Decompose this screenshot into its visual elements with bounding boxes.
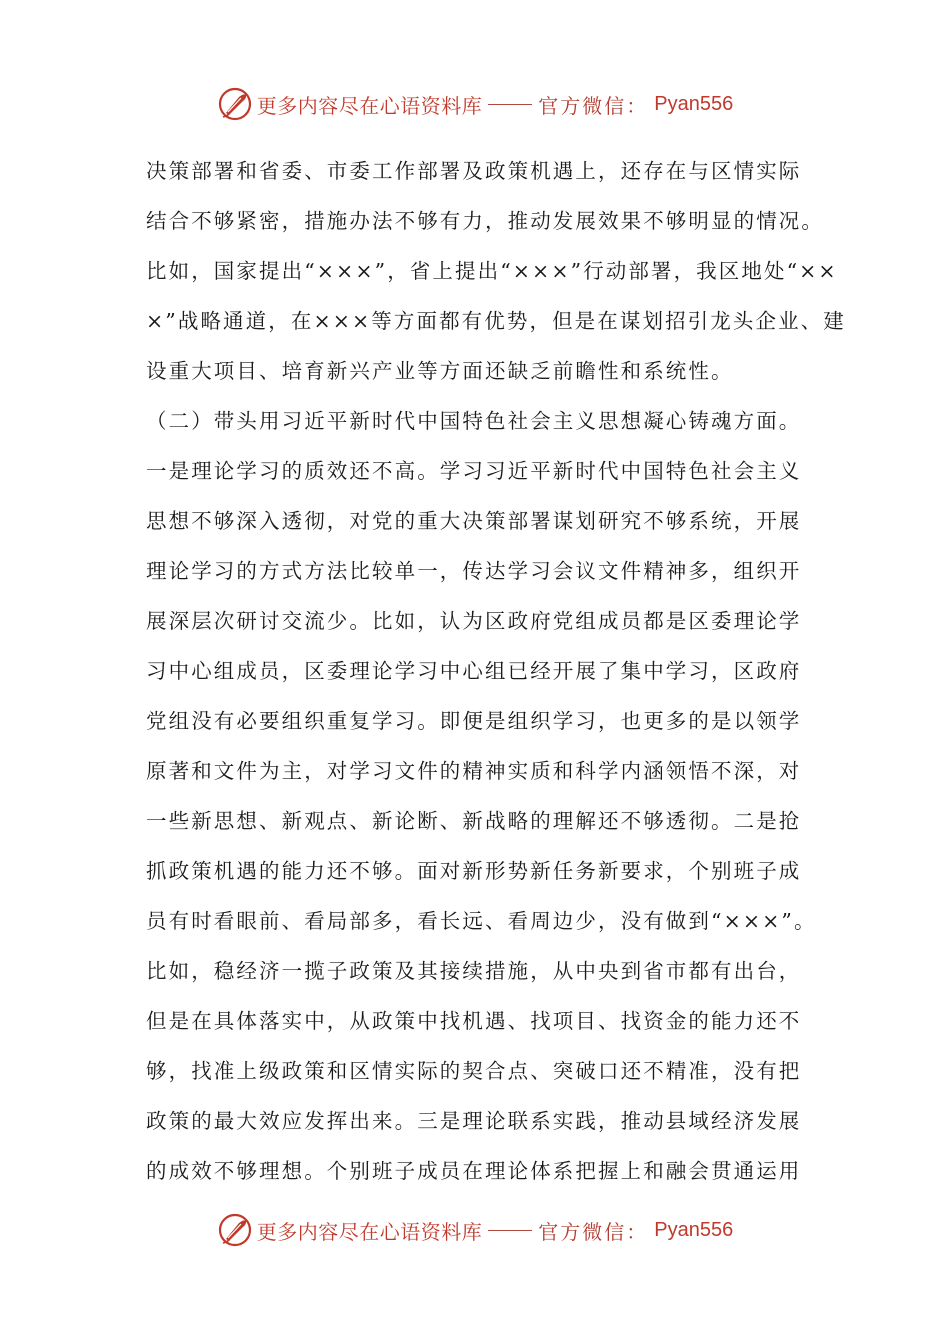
header-banner xyxy=(0,82,950,126)
banner-dash xyxy=(488,104,532,105)
text-line: 习中心组成员，区委理论学习中心组已经开展了集中学习，区政府 xyxy=(146,659,802,683)
text-line: 一些新思想、新观点、新论断、新战略的理解还不够透彻。二是抢 xyxy=(146,809,802,833)
banner-wechat-label: 官方微信： xyxy=(538,1219,649,1244)
text-line: 设重大项目、培育新兴产业等方面还缺乏前瞻性和系统性。 xyxy=(146,359,734,383)
text-line: 但是在具体落实中，从政策中找机遇、找项目、找资金的能力还不 xyxy=(146,1009,802,1033)
text-line: 一是理论学习的质效还不高。学习习近平新时代中国特色社会主义 xyxy=(146,459,802,483)
banner-wechat-handle: Pyan556 xyxy=(654,1218,734,1241)
text-line: 党组没有必要组织重复学习。即便是组织学习，也更多的是以领学 xyxy=(146,709,802,733)
banner-brand-text: 更多内容尽在心语资料库 xyxy=(256,1219,483,1244)
footer-banner xyxy=(0,1208,950,1252)
text-line: 员有时看眼前、看局部多，看长远、看周边少，没有做到“×××”。 xyxy=(146,909,817,933)
quill-pen-logo-icon xyxy=(217,1212,253,1248)
text-line: 抓政策机遇的能力还不够。面对新形势新任务新要求，个别班子成 xyxy=(146,859,802,883)
banner-dash xyxy=(488,1230,532,1231)
text-line: 理论学习的方式方法比较单一，传达学习会议文件精神多，组织开 xyxy=(146,559,802,583)
text-line: 够，找准上级政策和区情实际的契合点、突破口还不精准，没有把 xyxy=(146,1059,802,1083)
text-line: 的成效不够理想。个别班子成员在理论体系把握上和融会贯通运用 xyxy=(146,1159,802,1183)
text-line: ×”战略通道，在×××等方面都有优势，但是在谋划招引龙头企业、建 xyxy=(146,309,846,333)
quill-pen-logo-icon xyxy=(217,86,253,122)
text-line: 原著和文件为主，对学习文件的精神实质和科学内涵领悟不深，对 xyxy=(146,759,802,783)
banner-wechat-label: 官方微信： xyxy=(538,93,649,118)
text-line: 比如，稳经济一揽子政策及其接续措施，从中央到省市都有出台， xyxy=(146,959,802,983)
text-line: 政策的最大效应发挥出来。三是理论联系实践，推动县域经济发展 xyxy=(146,1109,802,1133)
section-heading: （二）带头用习近平新时代中国特色社会主义思想凝心铸魂方面。 xyxy=(146,409,802,433)
text-line: 比如，国家提出“×××”，省上提出“×××”行动部署，我区地处“×× xyxy=(146,259,838,283)
text-line: 决策部署和省委、市委工作部署及政策机遇上，还存在与区情实际 xyxy=(146,159,802,183)
banner-wechat-handle: Pyan556 xyxy=(654,92,734,115)
text-line: 展深层次研讨交流少。比如，认为区政府党组成员都是区委理论学 xyxy=(146,609,802,633)
banner-brand-text: 更多内容尽在心语资料库 xyxy=(256,93,483,118)
document-body xyxy=(146,146,846,1196)
text-line: 结合不够紧密，措施办法不够有力，推动发展效果不够明显的情况。 xyxy=(146,209,824,233)
text-line: 思想不够深入透彻，对党的重大决策部署谋划研究不够系统，开展 xyxy=(146,509,802,533)
